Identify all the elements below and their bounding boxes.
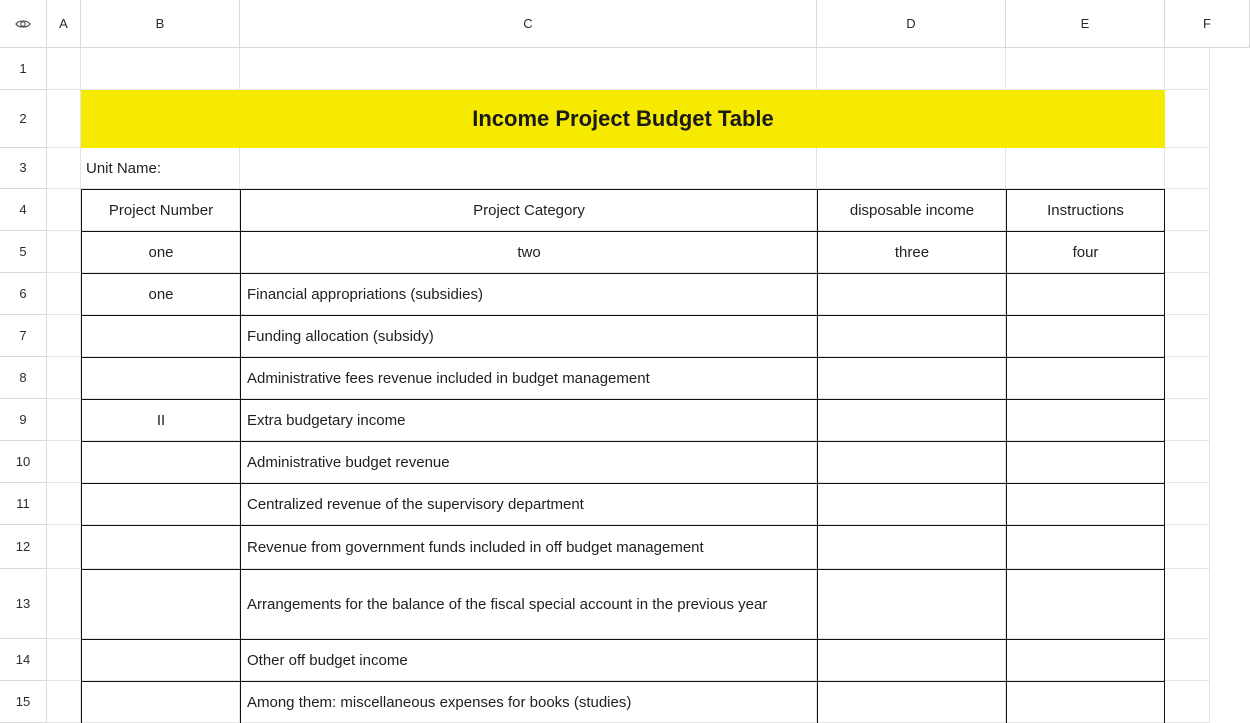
disposable-income-cell[interactable] [817,681,1006,723]
grid-cell[interactable] [817,148,1006,189]
project-category-cell[interactable]: Centralized revenue of the supervisory department [240,483,817,525]
project-category-cell[interactable]: Extra budgetary income [240,399,817,441]
column-header-b[interactable]: B [81,0,240,48]
project-category-cell[interactable]: Revenue from government funds included in off budget management [240,525,817,569]
grid-cell[interactable] [1165,273,1210,315]
grid-cell[interactable] [1165,399,1210,441]
project-category-cell[interactable]: Administrative fees revenue included in budget management [240,357,817,399]
row-header[interactable]: 14 [0,639,47,681]
row-header[interactable]: 11 [0,483,47,525]
instructions-cell[interactable] [1006,681,1165,723]
grid-cell[interactable] [47,639,81,681]
instructions-cell[interactable] [1006,639,1165,681]
instructions-cell[interactable] [1006,273,1165,315]
grid-cell[interactable] [47,148,81,189]
grid-cell[interactable] [47,48,81,90]
grid-cell[interactable] [47,273,81,315]
project-category-cell[interactable]: Arrangements for the balance of the fiscal special account in the previous year [240,569,817,639]
grid-cell[interactable] [1165,148,1210,189]
project-category-cell[interactable]: Administrative budget revenue [240,441,817,483]
row-header[interactable]: 1 [0,48,47,90]
project-number-cell[interactable] [81,639,240,681]
grid-cell[interactable] [1165,525,1210,569]
disposable-income-cell[interactable] [817,525,1006,569]
column-header-a[interactable]: A [47,0,81,48]
grid-cell[interactable] [1165,569,1210,639]
grid-cell[interactable] [817,48,1006,90]
grid-cell[interactable] [1006,148,1165,189]
disposable-income-cell[interactable] [817,357,1006,399]
grid-cell[interactable] [1165,441,1210,483]
instructions-cell[interactable] [1006,399,1165,441]
disposable-income-cell[interactable]: three [817,231,1006,273]
grid-cell[interactable] [1006,48,1165,90]
grid-cell[interactable] [240,48,817,90]
grid-cell[interactable] [1165,357,1210,399]
grid-cell[interactable] [47,441,81,483]
grid-cell[interactable] [1165,90,1210,148]
instructions-cell[interactable] [1006,483,1165,525]
instructions-cell[interactable] [1006,441,1165,483]
project-number-cell[interactable]: II [81,399,240,441]
instructions-cell[interactable] [1006,569,1165,639]
project-number-cell[interactable]: Project Number [81,189,240,231]
grid-cell[interactable] [47,357,81,399]
grid-cell[interactable] [1165,189,1210,231]
row-header[interactable]: 12 [0,525,47,569]
row-header[interactable]: 7 [0,315,47,357]
project-number-cell[interactable] [81,315,240,357]
grid-cell[interactable] [1165,48,1210,90]
grid-cell[interactable] [1165,681,1210,723]
project-number-cell[interactable] [81,569,240,639]
column-header-e[interactable]: E [1006,0,1165,48]
grid-cell[interactable] [1165,639,1210,681]
instructions-cell[interactable]: Instructions [1006,189,1165,231]
project-number-cell[interactable] [81,483,240,525]
row-header[interactable]: 15 [0,681,47,723]
grid-cell[interactable] [47,231,81,273]
grid-cell[interactable] [47,315,81,357]
row-header[interactable]: 10 [0,441,47,483]
project-category-cell[interactable]: Funding allocation (subsidy) [240,315,817,357]
project-number-cell[interactable] [81,357,240,399]
grid-cell[interactable] [47,569,81,639]
disposable-income-cell[interactable] [817,315,1006,357]
grid-cell[interactable] [81,48,240,90]
project-number-cell[interactable] [81,525,240,569]
disposable-income-cell[interactable] [817,399,1006,441]
disposable-income-cell[interactable] [817,639,1006,681]
row-header[interactable]: 9 [0,399,47,441]
column-header-d[interactable]: D [817,0,1006,48]
project-number-cell[interactable] [81,441,240,483]
project-category-cell[interactable]: Other off budget income [240,639,817,681]
grid-cell[interactable] [47,483,81,525]
disposable-income-cell[interactable] [817,441,1006,483]
disposable-income-cell[interactable] [817,483,1006,525]
instructions-cell[interactable] [1006,357,1165,399]
instructions-cell[interactable] [1006,525,1165,569]
grid-cell[interactable] [47,681,81,723]
row-header[interactable]: 6 [0,273,47,315]
row-header[interactable]: 5 [0,231,47,273]
eye-icon[interactable] [15,16,31,32]
grid-cell[interactable] [1165,231,1210,273]
row-header[interactable]: 13 [0,569,47,639]
instructions-cell[interactable] [1006,315,1165,357]
project-category-cell[interactable]: two [240,231,817,273]
project-number-cell[interactable]: one [81,231,240,273]
select-all-corner[interactable] [0,0,47,48]
disposable-income-cell[interactable] [817,569,1006,639]
grid-cell[interactable] [1165,483,1210,525]
project-number-cell[interactable]: one [81,273,240,315]
disposable-income-cell[interactable] [817,273,1006,315]
row-header[interactable]: 2 [0,90,47,148]
project-category-cell[interactable]: Among them: miscellaneous expenses for books (studies) [240,681,817,723]
grid-cell[interactable] [1165,315,1210,357]
grid-cell[interactable] [47,90,81,148]
project-category-cell[interactable]: Financial appropriations (subsidies) [240,273,817,315]
project-category-cell[interactable]: Project Category [240,189,817,231]
unit-name-label[interactable]: Unit Name: [86,159,162,177]
disposable-income-cell[interactable]: disposable income [817,189,1006,231]
row-header[interactable]: 4 [0,189,47,231]
project-number-cell[interactable] [81,681,240,723]
grid-cell[interactable] [47,525,81,569]
row-header[interactable]: 8 [0,357,47,399]
column-header-c[interactable]: C [240,0,817,48]
instructions-cell[interactable]: four [1006,231,1165,273]
sheet-title[interactable]: Income Project Budget Table [81,90,1165,148]
grid-cell[interactable] [47,189,81,231]
column-header-f[interactable]: F [1165,0,1250,48]
grid-cell[interactable] [47,399,81,441]
row-header[interactable]: 3 [0,148,47,189]
